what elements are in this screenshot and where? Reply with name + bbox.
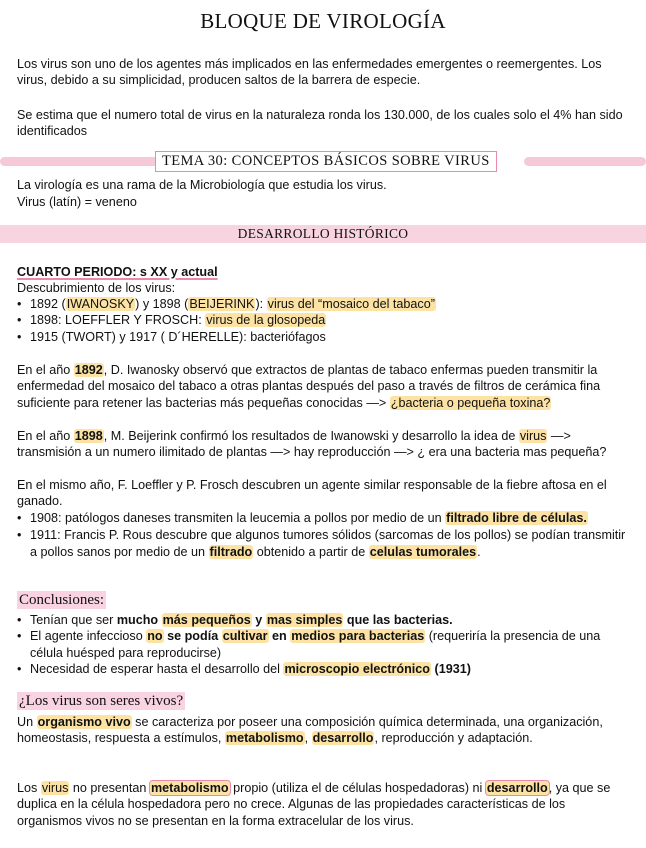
seres-vivos-paragraph-2: Los virus no presentan metabolismo propio (utiliza el de células hospedadoras) ni desarrollo, ya que se duplica en la célula hospedadora pero no crece. Algunas de las propiedades características de los organismos vivos no se presentan en la forma extracelular de los virus. <box>17 781 611 828</box>
tema-line-1: La virología es una rama de la Microbiología que estudia los virus. <box>17 178 387 192</box>
list-item: • 1915 (TWORT) y 1917 ( D´HERELLE): bacteriófagos <box>17 329 629 345</box>
desarrollo-heading: DESARROLLO HISTÓRICO <box>237 226 409 241</box>
conclusiones-list <box>17 612 629 678</box>
list-item: • El agente infeccioso no se podía cultivar en medios para bacterias (requeriría la presencia de una célula huésped para reproducirse) <box>17 628 629 661</box>
descubrimiento-label: Descubrimiento de los virus: <box>17 281 176 295</box>
tema-title: TEMA 30: CONCEPTOS BÁSICOS SOBRE VIRUS <box>155 151 497 172</box>
paragraph-1892: En el año 1892, D. Iwanosky observó que extractos de plantas de tabaco enfermas pueden transmitir la enfermedad del mosaico del tabaco a otras plantas después del paso a través de filtros de cerámica fina suficiente para retener las bacterias más pequeñas conocidas —> ¿bacteria o pequeña toxina? <box>17 363 601 410</box>
list-item: • 1892 (IWANOSKY) y 1898 (BEIJERINK): virus del “mosaico del tabaco” <box>17 296 629 312</box>
seres-vivos-heading: ¿Los virus son seres vivos? <box>19 693 184 709</box>
discovery-list <box>17 296 629 345</box>
paragraph-mismo-ano: En el mismo año, F. Loeffler y P. Frosch descubren un agente similar responsable de la fiebre aftosa en el ganado. <box>17 478 607 509</box>
tema-decor-bar-right <box>524 157 646 166</box>
history-list <box>17 510 629 560</box>
paragraph-1898: En el año 1898, M. Beijerink confirmó los resultados de Iwanowski y desarrollo la idea de virus —> transmisión a un numero ilimitado de plantas —> hay reproducción —> ¿ era una bacteria mas pequeña? <box>17 429 607 460</box>
list-item: • 1908: patólogos daneses transmiten la leucemia a pollos por medio de un filtrado libre de células. <box>17 510 629 526</box>
tema-decor-bar-left <box>0 157 160 166</box>
intro-paragraph-1: Los virus son uno de los agentes más implicados en las enfermedades emergentes o reemergentes. Los virus, debido a su simplicidad, producen saltos de la barrera de especie. <box>17 57 602 88</box>
list-item: • 1898: LOEFFLER Y FROSCH: virus de la glosopeda <box>17 312 629 328</box>
periodo-heading: CUARTO PERIODO: s XX y actual <box>17 265 218 279</box>
list-item: • 1911: Francis P. Rous descubre que algunos tumores sólidos (sarcomas de los pollos) se podían transmitir a pollos sanos por medio de un filtrado obtenido a partir de celulas tumorales. <box>17 527 629 560</box>
tema-line-2: Virus (latín) = veneno <box>17 195 137 209</box>
page-title: BLOQUE DE VIROLOGÍA <box>200 9 446 33</box>
seres-vivos-paragraph-1: Un organismo vivo se caracteriza por poseer una composición química determinada, una organización, homeostasis, respuesta a estímulos, metabolismo, desarrollo, reproducción y adaptación. <box>17 715 603 746</box>
conclusiones-heading: Conclusiones: <box>19 592 104 608</box>
list-item: • Tenían que ser mucho más pequeños y mas simples que las bacterias. <box>17 612 629 628</box>
list-item: • Necesidad de esperar hasta el desarrollo del microscopio electrónico (1931) <box>17 661 629 677</box>
intro-paragraph-2: Se estima que el numero total de virus en la naturaleza ronda los 130.000, de los cuales solo el 4% han sido identificados <box>17 108 623 139</box>
